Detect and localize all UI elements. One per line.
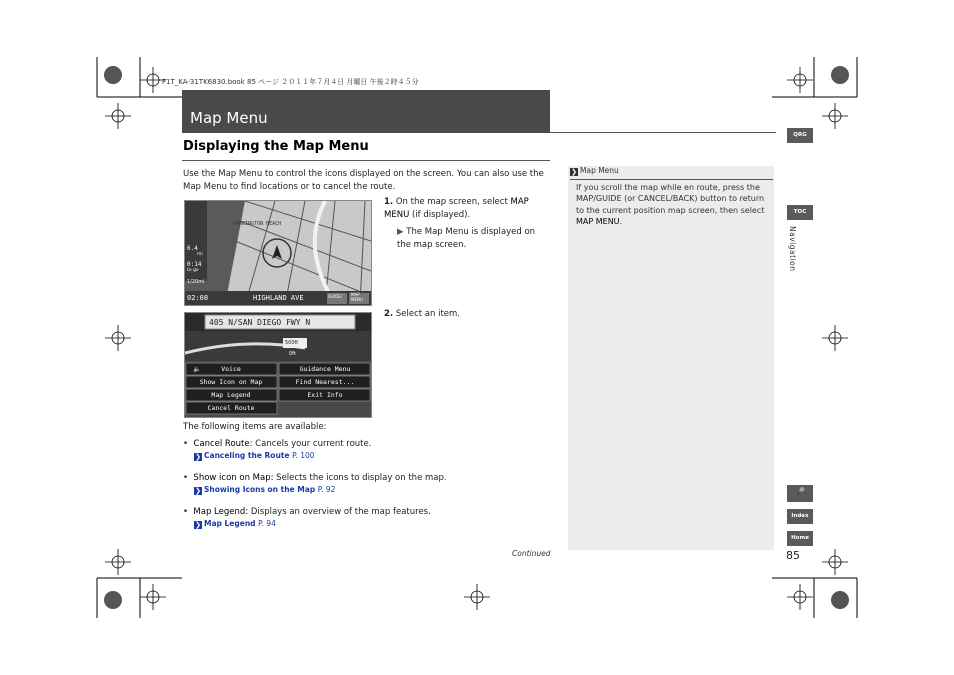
section-title: Displaying the Map Menu — [183, 139, 369, 154]
note-arrow-icon: ❯ — [571, 168, 577, 176]
tab-home[interactable]: Home — [787, 531, 813, 546]
print-line: F1T_KA-31TK6830.book 85 ページ ２０１１年７月４日 月曜日 午後２時４５分 — [162, 78, 419, 86]
link-arrow-icon: ❯ — [195, 453, 201, 461]
intro-paragraph: Use the Map Menu to control the icons displayed on the screen. You can also use the Map Menu to find locations or to cancel the route. — [183, 169, 544, 192]
menu-find-nearest: Find Nearest... — [295, 378, 355, 386]
voice-command-icon[interactable]: 🎤 — [787, 485, 813, 502]
page-number: 85 — [786, 549, 800, 562]
menu-show-icon: Show Icon on Map — [199, 378, 263, 386]
continued-label: Continued — [512, 549, 551, 558]
distance-secondary: 0ft — [289, 351, 296, 357]
menu-voice: Voice — [221, 365, 241, 373]
chapter-tab-navigation: Navigation — [788, 226, 797, 272]
distance-unit: mi — [197, 252, 203, 257]
menu-exit-info: Exit Info — [307, 391, 343, 399]
item-cancel-route: • Cancel Route: Cancels your current route. — [183, 439, 372, 449]
item-show-icon: • Show icon on Map: Selects the icons to display on the map. — [183, 473, 447, 483]
step-2: 2. Select an item. — [384, 309, 460, 319]
menu-guidance: Guidance Menu — [299, 365, 351, 373]
clock: 02:08 — [187, 294, 209, 302]
time-remaining: 0:14 — [187, 261, 202, 268]
map-street-label: PARKINGTON BEACH — [233, 221, 282, 227]
map-menu-button-label: MAP MENU — [351, 292, 363, 302]
route-name: 405 N/SAN DIEGO FWY N — [209, 318, 311, 327]
link-showing-icons[interactable]: ❯ Showing Icons on the Map P. 92 — [195, 485, 336, 495]
link-arrow-icon: ❯ — [195, 487, 201, 495]
map-scale: 1/20mi — [187, 279, 205, 285]
menu-map-legend: Map Legend — [211, 391, 251, 399]
item-map-legend: • Map Legend: Displays an overview of the map features. — [183, 507, 431, 517]
following-text: The following items are available: — [183, 422, 327, 432]
current-street: HIGHLAND AVE — [253, 294, 304, 302]
menu-cancel-route: Cancel Route — [207, 404, 255, 412]
chapter-title: Map Menu — [190, 109, 268, 127]
tab-toc[interactable]: TOC — [787, 205, 813, 220]
result-arrow-icon: ▶ — [397, 227, 404, 237]
distance-remaining: 6.4 — [187, 245, 198, 252]
sidebar-note-text: If you scroll the map while en route, press the MAP/GUIDE (or CANCEL/BACK) button to return to the current position map screen, then select MAP MENU. — [576, 183, 765, 226]
time-label: to go — [187, 268, 199, 273]
tab-qrg[interactable]: QRG — [787, 128, 813, 143]
link-arrow-icon: ❯ — [195, 521, 201, 529]
sidebar-head: ❯ Map Menu — [571, 166, 619, 176]
step-1-result: ▶ The Map Menu is displayed on the map screen. — [397, 227, 536, 250]
link-map-legend[interactable]: ❯ Map Legend P. 94 — [195, 519, 276, 529]
link-canceling-route[interactable]: ❯ Canceling the Route P. 100 — [195, 451, 315, 461]
tab-index[interactable]: Index — [787, 509, 813, 524]
voice-icon: 🔈 — [193, 365, 202, 373]
distance-box: 500ft — [285, 340, 299, 346]
guide-button-label: GUIDE/ — [328, 294, 343, 299]
step-1: 1. On the map screen, select MAP MENU (if displayed). — [384, 197, 529, 220]
